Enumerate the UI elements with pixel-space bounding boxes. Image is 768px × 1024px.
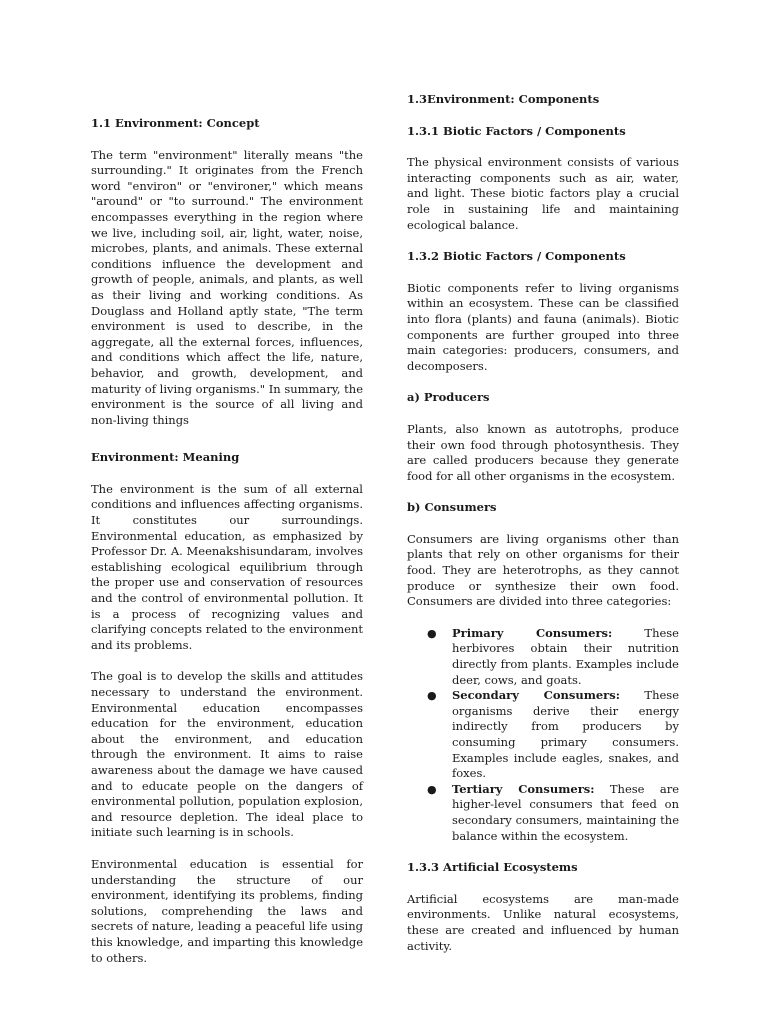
paragraph-artificial-ecosystems: Artificial ecosystems are man-made environments. Unlike natural ecosystems, these are created and influenced by human activity.: [407, 891, 679, 953]
paragraph-meaning-2: The goal is to develop the skills and attitudes necessary to understand the environment. Environmental education encompasses education for the environment, education about the environment, and education through the environment. It aims to raise awareness about the damage we have caused and to educate people on the dangers of environmental pollution, population explosion, and resource depletion. The ideal place to initiate such learning is in schools.: [91, 669, 363, 840]
consumer-types-list: [407, 626, 679, 844]
term-secondary-consumers: Secondary Consumers:: [452, 688, 620, 703]
bullet-icon: ●: [427, 689, 437, 703]
list-item-tertiary-consumers: [407, 782, 679, 844]
term-tertiary-consumers: Tertiary Consumers:: [452, 781, 595, 796]
right-column: [407, 92, 679, 954]
text-primary-consumers: These herbivores obtain their nutrition directly from plants. Examples include deer, cows, and goats.: [452, 625, 679, 687]
subheading-artificial-ecosystems: 1.3.3 Artificial Ecosystems: [407, 860, 578, 875]
list-item-primary-consumers: [407, 626, 679, 688]
text-secondary-consumers: These organisms derive their energy indirectly from producers by consuming primary consumers. Examples include eagles, snakes, and foxes.: [452, 688, 679, 781]
section-heading-environment-components: 1.3Environment: Components: [407, 92, 600, 106]
paragraph-biotic-components: Biotic components refer to living organisms within an ecosystem. These can be classified into flora (plants) and fauna (animals). Biotic components are further grouped into three main categories: producers, consumers, and decomposers.: [407, 280, 679, 373]
subheading-biotic-factors-1: 1.3.1 Biotic Factors / Components: [407, 123, 626, 138]
text-tertiary-consumers: These are higher-level consumers that feed on secondary consumers, maintaining the balance within the ecosystem.: [452, 781, 679, 843]
term-primary-consumers: Primary Consumers:: [452, 625, 613, 640]
paragraph-meaning-1: The environment is the sum of all external conditions and influences affecting organisms. It constitutes our surroundings. Environmental education, as emphasized by Professor Dr. A. Meenakshisundaram, involves establishing ecological equilibrium through the proper use and conservation of resources and the control of environmental pollution. It is a process of recognizing values and clarifying concepts related to the environment and its problems.: [91, 481, 363, 652]
section-heading-environment-concept: 1.1 Environment: Concept: [91, 116, 260, 130]
paragraph-producers: Plants, also known as autotrophs, produce their own food through photosynthesis. They are called producers because they generate food for all other organisms in the ecosystem.: [407, 421, 679, 483]
bullet-icon: ●: [427, 626, 437, 640]
subheading-biotic-factors-2: 1.3.2 Biotic Factors / Components: [407, 249, 626, 264]
section-heading-environment-meaning: Environment: Meaning: [91, 450, 240, 465]
subheading-consumers: b) Consumers: [407, 500, 497, 515]
bullet-icon: ●: [427, 782, 437, 796]
left-column: [91, 116, 363, 966]
list-item-secondary-consumers: [407, 688, 679, 782]
paragraph-meaning-3: Environmental education is essential for understanding the structure of our environment, identifying its problems, finding solutions, comprehending the laws and secrets of nature, leading a peaceful life using this knowledge, and imparting this knowledge to others.: [91, 856, 363, 965]
subheading-producers: a) Producers: [407, 390, 490, 405]
paragraph-environment-concept: The term "environment" literally means "the surrounding." It originates from the French word "environ" or "environer," which means "around" or "to surround." The environment encompasses everything in the region where we live, including soil, air, light, water, noise, microbes, plants, and animals. These external conditions influence the development and growth of people, animals, and plants, as well as their living and working conditions. As Douglass and Holland aptly state, "The term environment is used to describe, in the aggregate, all the external forces, influences, and conditions which affect the life, nature, behavior, and growth, development, and maturity of living organisms." In summary, the environment is the source of all living and non-living things: [91, 147, 363, 427]
paragraph-consumers: Consumers are living organisms other than plants that rely on other organisms for their food. They are heterotrophs, as they cannot produce or synthesize their own food. Consumers are divided into three categories:: [407, 531, 679, 609]
paragraph-physical-environment: The physical environment consists of various interacting components such as air, water, and light. These biotic factors play a crucial role in sustaining life and maintaining ecological balance.: [407, 155, 679, 232]
